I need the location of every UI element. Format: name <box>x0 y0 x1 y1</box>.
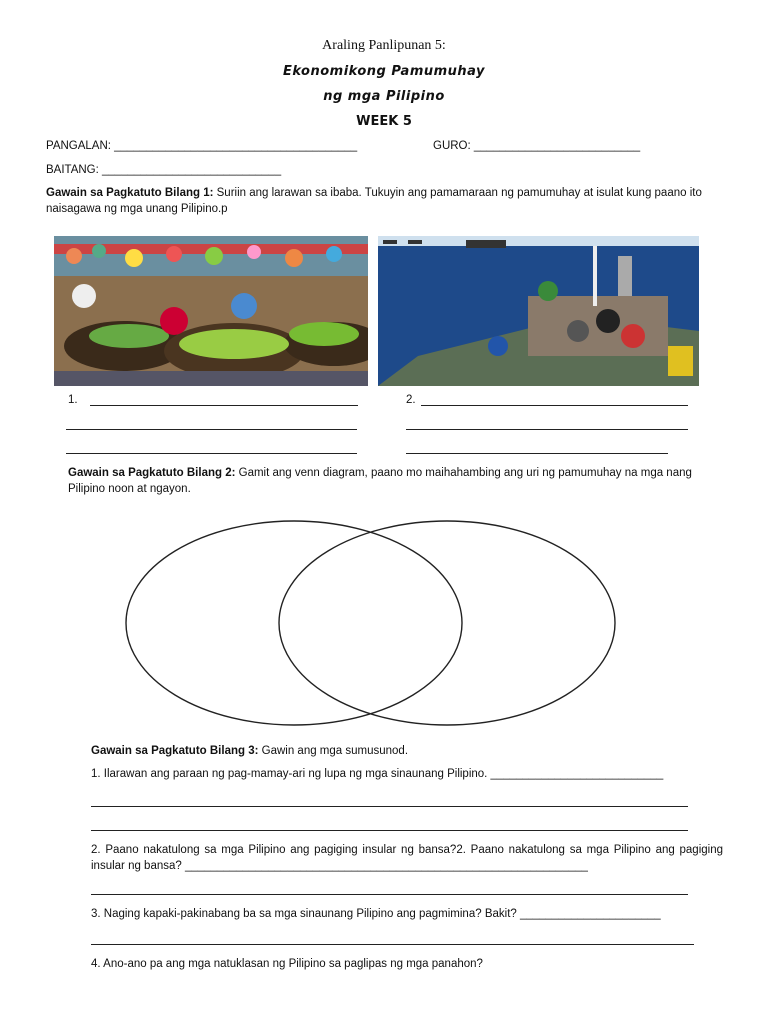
answer-line-2b[interactable] <box>406 429 688 430</box>
item1-number: 1. <box>68 394 78 406</box>
q3-answer-line[interactable] <box>91 944 694 945</box>
answer-line-1a[interactable] <box>90 405 358 406</box>
week-label: WEEK 5 <box>356 114 412 129</box>
venn-left-circle[interactable] <box>126 521 462 725</box>
answer-line-1c[interactable] <box>66 453 357 454</box>
activity2-text: Gamit ang venn diagram, paano mo maihahambing ang uri ng pamumuhay na mga nang Pilipino noon at ngayon. <box>68 467 692 495</box>
answer-line-2c[interactable] <box>406 453 668 454</box>
q2-answer-line[interactable] <box>91 894 688 895</box>
q1-answer-line-a[interactable] <box>91 806 688 807</box>
venn-right-circle[interactable] <box>279 521 615 725</box>
question-4: 4. Ano-ano pa ang mga natuklasan ng Pilipino sa paglipas ng mga panahon? <box>91 958 483 970</box>
activity1-instructions <box>46 185 726 217</box>
floating-market-photo <box>54 236 368 386</box>
question-2: 2. Paano nakatulong sa mga Pilipino ang pagiging insular ng bansa?2. Paano nakatulong sa mga Pilipino ang pagiging insular ng bansa? _______________________________________________________________ <box>91 844 723 872</box>
question-1: 1. Ilarawan ang paraan ng pag-mamay-ari ng lupa ng mga sinaunang Pilipino. ___________________________ <box>91 768 664 780</box>
worksheet-subtitle: ng mga Pilipino <box>323 89 445 104</box>
worksheet-title: Ekonomikong Pamumuhay <box>282 64 486 79</box>
answer-line-1b[interactable] <box>66 429 357 430</box>
item2-number: 2. <box>406 394 416 406</box>
teacher-field[interactable]: GURO: __________________________ <box>433 140 641 152</box>
grade-field[interactable]: BAITANG: ____________________________ <box>46 164 282 176</box>
activity2-instructions <box>68 465 716 497</box>
activity3-heading: Gawain sa Pagkatuto Bilang 3: <box>91 745 259 757</box>
question-3: 3. Naging kapaki-pakinabang ba sa mga sinaunang Pilipino ang pagmimina? Bakit? ______________________ <box>91 908 661 920</box>
venn-diagram <box>120 516 620 730</box>
activity3-instructions <box>91 743 711 759</box>
q1-answer-line-b[interactable] <box>91 830 688 831</box>
activity3-text: Gawin ang mga sumusunod. <box>258 745 409 757</box>
name-field[interactable]: PANGALAN: ______________________________________ <box>46 140 358 152</box>
subject-title: Araling Panlipunan 5: <box>322 38 446 53</box>
answer-line-2a[interactable] <box>421 405 688 406</box>
activity1-text: Suriin ang larawan sa ibaba. Tukuyin ang pamamaraan ng pamumuhay at isulat kung paano ito naisagawa ng mga unang Pilipino.p <box>46 187 702 215</box>
fishing-boat-photo <box>378 236 699 386</box>
activity2-heading: Gawain sa Pagkatuto Bilang 2: <box>68 467 236 479</box>
activity1-heading: Gawain sa Pagkatuto Bilang 1: <box>46 187 214 199</box>
